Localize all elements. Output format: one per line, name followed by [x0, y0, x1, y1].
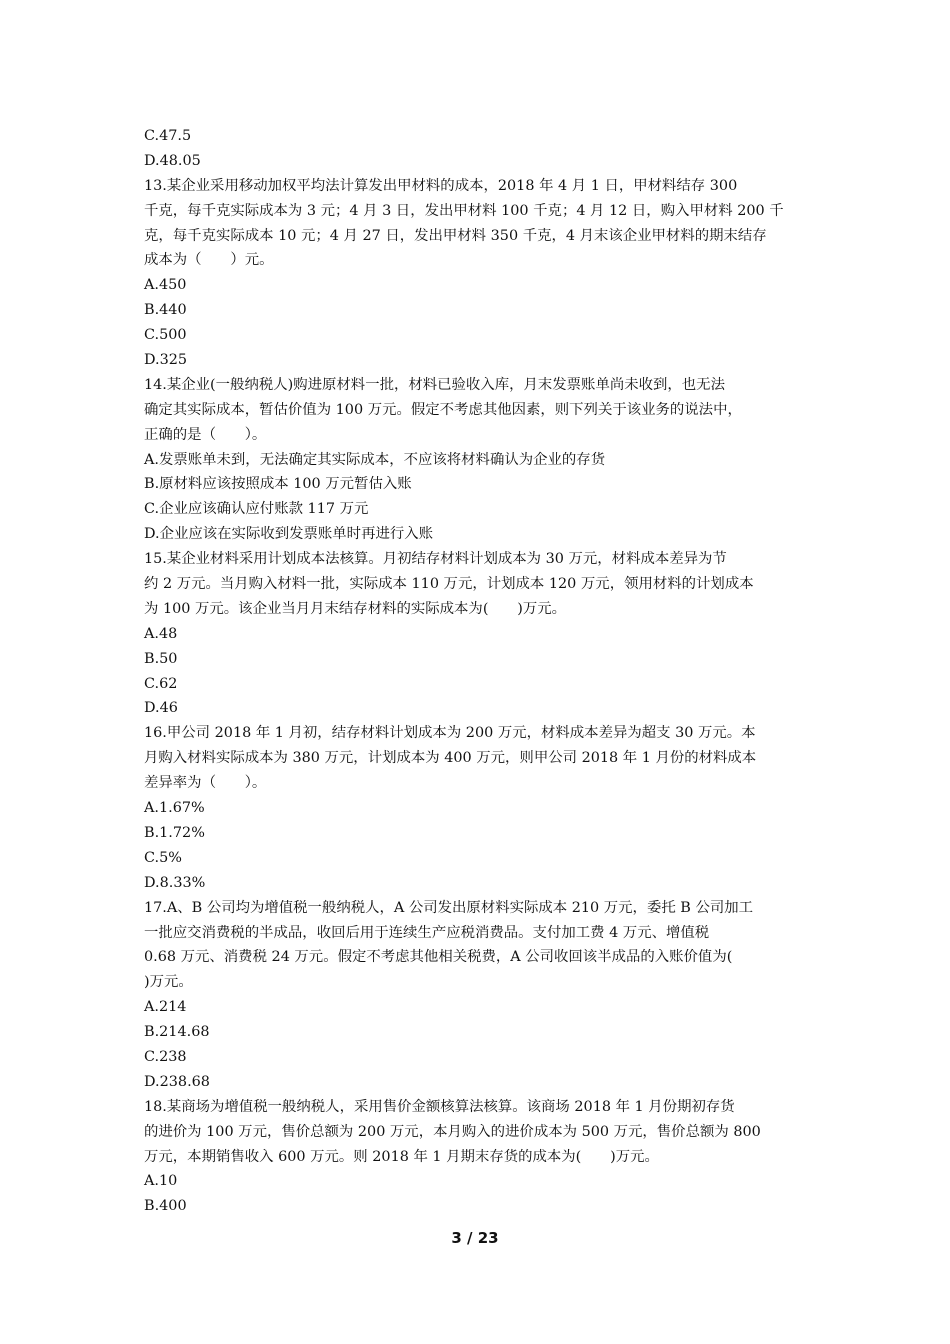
text-line: B.440: [144, 302, 187, 319]
text-line: 15.某企业材料采用计划成本法核算。月初结存材料计划成本为 30 万元，材料成本差异为节: [144, 551, 727, 568]
text-line: 万元，本期销售收入 600 万元。则 2018 年 1 月期末存货的成本为( )万元。: [144, 1148, 659, 1165]
text-line: A.450: [144, 277, 187, 294]
document-body: [144, 124, 810, 1219]
text-line: 月购入材料实际成本为 380 万元，计划成本为 400 万元，则甲公司 2018 年 1 月份的材料成本: [144, 750, 757, 767]
text-line: B.400: [144, 1198, 187, 1215]
text-line: C.5%: [144, 849, 182, 866]
text-line: D.325: [144, 352, 188, 369]
text-line: 的进价为 100 万元，售价总额为 200 万元，本月购入的进价成本为 500 万元，售价总额为 800: [144, 1123, 761, 1140]
text-line: D.8.33%: [144, 874, 206, 891]
text-line: C.62: [144, 675, 178, 692]
text-line: 17.A、B 公司均为增值税一般纳税人，A 公司发出原材料实际成本 210 万元，委托 B 公司加工: [144, 899, 754, 916]
text-line: A.10: [144, 1173, 178, 1190]
text-line: 14.某企业(一般纳税人)购进原材料一批，材料已验收入库，月末发票账单尚未收到，也无法: [144, 376, 725, 393]
text-line: C.238: [144, 1048, 187, 1065]
text-line: A.发票账单未到，无法确定其实际成本，不应该将材料确认为企业的存货: [144, 451, 606, 468]
text-line: A.214: [144, 999, 187, 1016]
text-line: 18.某商场为增值税一般纳税人，采用售价金额核算法核算。该商场 2018 年 1 月份期初存货: [144, 1098, 735, 1115]
page-number: 3 / 23: [451, 1229, 499, 1247]
text-line: A.1.67%: [144, 800, 205, 817]
text-line: )万元。: [144, 974, 193, 991]
text-line: 确定其实际成本，暂估价值为 100 万元。假定不考虑其他因素，则下列关于该业务的说法中，: [144, 401, 742, 418]
text-line: D.238.68: [144, 1073, 210, 1090]
text-line: 克，每千克实际成本 10 元；4 月 27 日，发出甲材料 350 千克，4 月末该企业甲材料的期末结存: [144, 227, 767, 244]
text-line: 为 100 万元。该企业当月月末结存材料的实际成本为( )万元。: [144, 600, 567, 617]
text-line: 0.68 万元、消费税 24 万元。假定不考虑其他相关税费，A 公司收回该半成品的入账价值为(: [144, 949, 733, 966]
text-line: D.48.05: [144, 152, 201, 169]
text-line: 16.甲公司 2018 年 1 月初，结存材料计划成本为 200 万元，材料成本差异为超支 30 万元。本: [144, 725, 756, 742]
text-line: 差异率为（ ）。: [144, 775, 267, 792]
text-line: 一批应交消费税的半成品，收回后用于连续生产应税消费品。支付加工费 4 万元、增值税: [144, 924, 710, 941]
text-line: B.214.68: [144, 1024, 210, 1041]
text-line: 13.某企业采用移动加权平均法计算发出甲材料的成本，2018 年 4 月 1 日，甲材料结存 300: [144, 177, 738, 194]
text-line: C.500: [144, 327, 187, 344]
text-line: B.1.72%: [144, 824, 205, 841]
text-line: D.企业应该在实际收到发票账单时再进行入账: [144, 526, 434, 543]
text-line: C.企业应该确认应付账款 117 万元: [144, 501, 369, 518]
text-line: 成本为（ ）元。: [144, 252, 274, 269]
text-line: A.48: [144, 625, 178, 642]
text-line: B.50: [144, 650, 178, 667]
text-line: D.46: [144, 700, 178, 717]
text-line: C.47.5: [144, 128, 192, 144]
text-line: 千克，每千克实际成本为 3 元；4 月 3 日，发出甲材料 100 千克；4 月 12 日，购入甲材料 200 千: [144, 202, 784, 219]
text-line: B.原材料应该按照成本 100 万元暂估入账: [144, 476, 412, 493]
text-line: 正确的是（ ）。: [144, 426, 267, 443]
text-line: 约 2 万元。当月购入材料一批，实际成本 110 万元，计划成本 120 万元，领用材料的计划成本: [144, 576, 754, 593]
